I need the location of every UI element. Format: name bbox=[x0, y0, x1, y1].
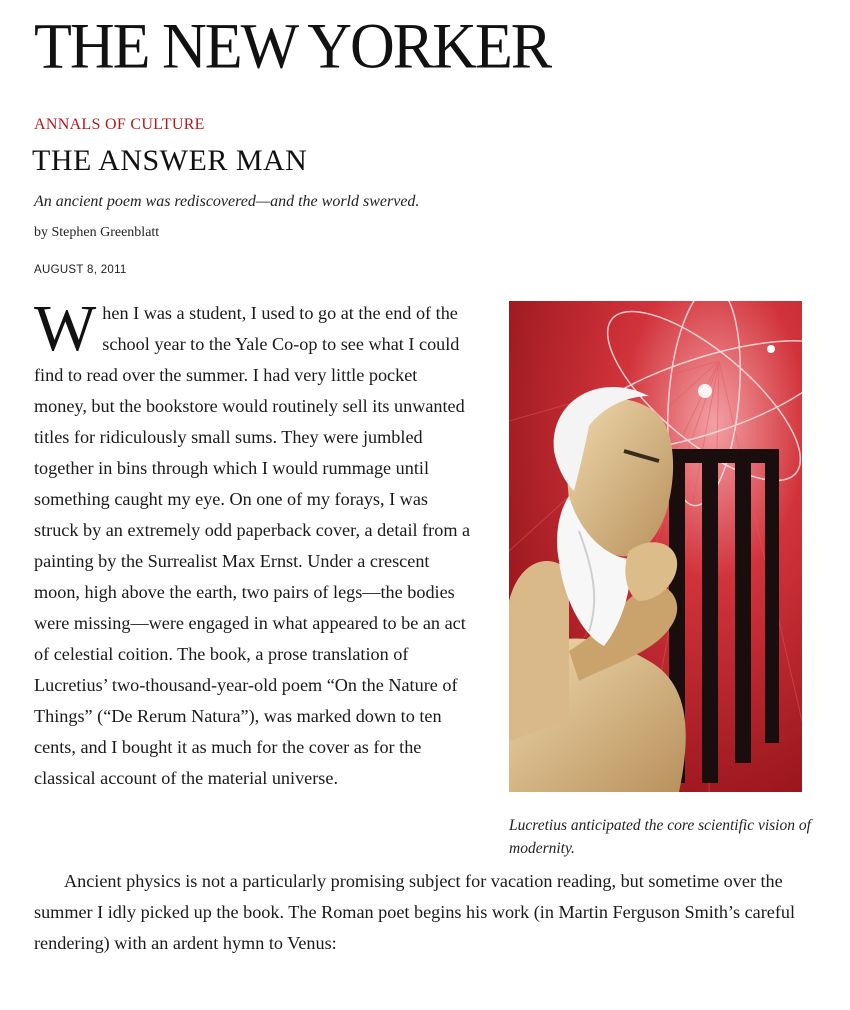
paragraph-2: Ancient physics is not a particularly promising subject for vacation reading, but sometime over the summer I idly picked up the book. The Roman poet begins his work (in Martin Ferguson Smith’s careful rendering) with an ardent hymn to Venus: bbox=[34, 871, 796, 953]
paragraph-1-text: hen I was a student, I used to go at the end of the school year to the Yale Co-op to see what I could find to read over the summer. I had very little pocket money, but the bookstore would routinely sell its unwanted titles for ridiculously small sums. They were jumbled together in bins through which I would rummage until something caught my eye. On one of my forays, I was struck by an extremely odd paperback cover, a detail from a painting by the Surrealist Max Ernst. Under a crescent moon, high above the earth, two pairs of legs—the bodies were missing—were engaged in what appeared to be an act of celestial coition. The book, a prose translation of Lucretius’ two-thousand-year-old poem “On the Nature of Things” (“De Rerum Natura”), was marked down to ten cents, and I bought it as much for the cover as for the classical account of the material universe. bbox=[34, 303, 471, 788]
paragraph-1 bbox=[34, 292, 474, 794]
article-dek: An ancient poem was rediscovered—and the world swerved. bbox=[34, 193, 420, 210]
article-headline: THE ANSWER MAN bbox=[32, 144, 308, 177]
illustration-art bbox=[509, 301, 802, 792]
figure-caption: Lucretius anticipated the core scientific vision of modernity. bbox=[509, 817, 811, 857]
drop-cap: W bbox=[34, 292, 97, 365]
section-rubric[interactable]: ANNALS OF CULTURE bbox=[34, 116, 205, 133]
article-body-continued bbox=[34, 866, 824, 959]
masthead-logo[interactable]: THE NEW YORKER bbox=[34, 10, 551, 83]
article-byline: by Stephen Greenblatt bbox=[34, 225, 160, 240]
article-body-column bbox=[34, 292, 474, 794]
lucretius-illustration bbox=[509, 301, 802, 792]
article-date: AUGUST 8, 2011 bbox=[34, 264, 127, 276]
